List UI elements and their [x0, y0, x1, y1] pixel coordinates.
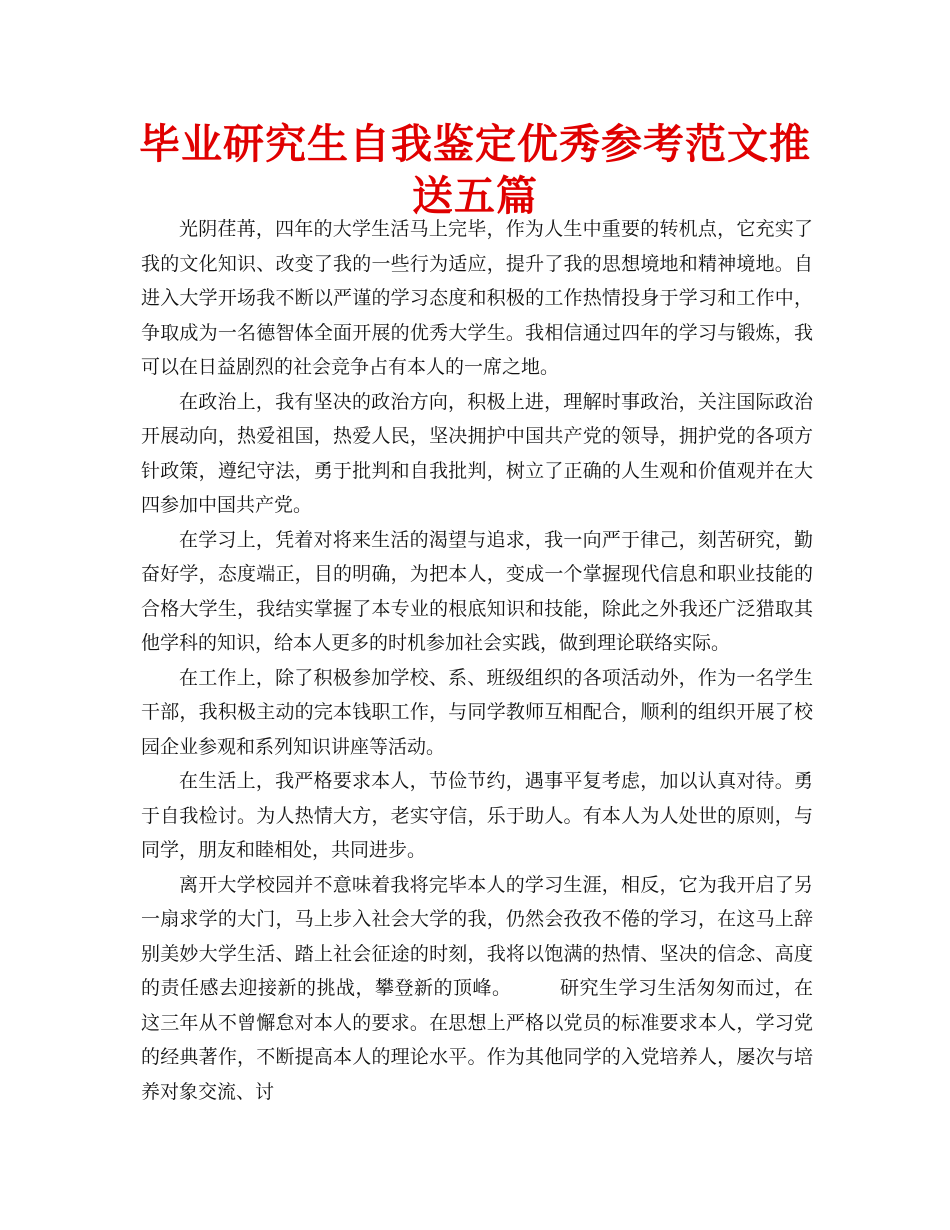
- paragraph-study: 在学习上，凭着对将来生活的渴望与追求，我一向严于律己，刻苦研究，勤奋好学，态度端正，目的明确，为把本人，变成一个掌握现代信息和职业技能的合格大学生，我结实掌握了本专业的根底知识和技能，除此之外我还广泛猎取其他学科的知识，给本人更多的时机参加社会实践，做到理论联络实际。: [141, 528, 813, 654]
- paragraph-closing-part2: 研究生学习生活匆匆而过，在这三年从不曾懈怠对本人的要求。在思想上严格以党员的标准要求本人，学习党的经典著作，不断提高本人的理论水平。作为其他同学的入党培养人，屡次与培养对象交流、讨: [141, 977, 813, 1103]
- paragraph-closing: [141, 868, 813, 1110]
- paragraph-closing-part1: 离开大学校园并不意味着我将完毕本人的学习生涯，相反，它为我开启了另一扇求学的大门，马上步入社会大学的我，仍然会孜孜不倦的学习，在这马上辞别美妙大学生活、踏上社会征途的时刻，我将以饱满的热情、坚决的信念、高度的责任感去迎接新的挑战，攀登新的顶峰。: [141, 873, 813, 999]
- paragraph-life: 在生活上，我严格要求本人，节俭节约，遇事平复考虑，加以认真对待。勇于自我检讨。为人热情大方，老实守信，乐于助人。有本人为人处世的原则，与同学，朋友和睦相处，共同进步。: [141, 770, 813, 861]
- paragraph-work: 在工作上，除了积极参加学校、系、班级组织的各项活动外，作为一名学生干部，我积极主动的完本钱职工作，与同学教师互相配合，顺利的组织开展了校园企业参观和系列知识讲座等活动。: [141, 666, 813, 758]
- document-body: [141, 212, 813, 1109]
- paragraph-intro: 光阴荏苒，四年的大学生活马上完毕，作为人生中重要的转机点，它充实了我的文化知识、改变了我的一些行为适应，提升了我的思想境地和精神境地。自进入大学开场我不断以严谨的学习态度和积极的工作热情投身于学习和工作中，争取成为一名德智体全面开展的优秀大学生。我相信通过四年的学习与锻炼，我可以在日益剧烈的社会竞争占有本人的一席之地。: [141, 218, 813, 378]
- paragraph-politics: 在政治上，我有坚决的政治方向，积极上进，理解时事政治，关注国际政治开展动向，热爱祖国，热爱人民，坚决拥护中国共产党的领导，拥护党的各项方针政策，遵纪守法，勇于批判和自我批判，树立了正确的人生观和价值观并在大四参加中国共产党。: [141, 390, 813, 516]
- document-title: 毕业研究生自我鉴定优秀参考范文推送五篇: [139, 120, 811, 220]
